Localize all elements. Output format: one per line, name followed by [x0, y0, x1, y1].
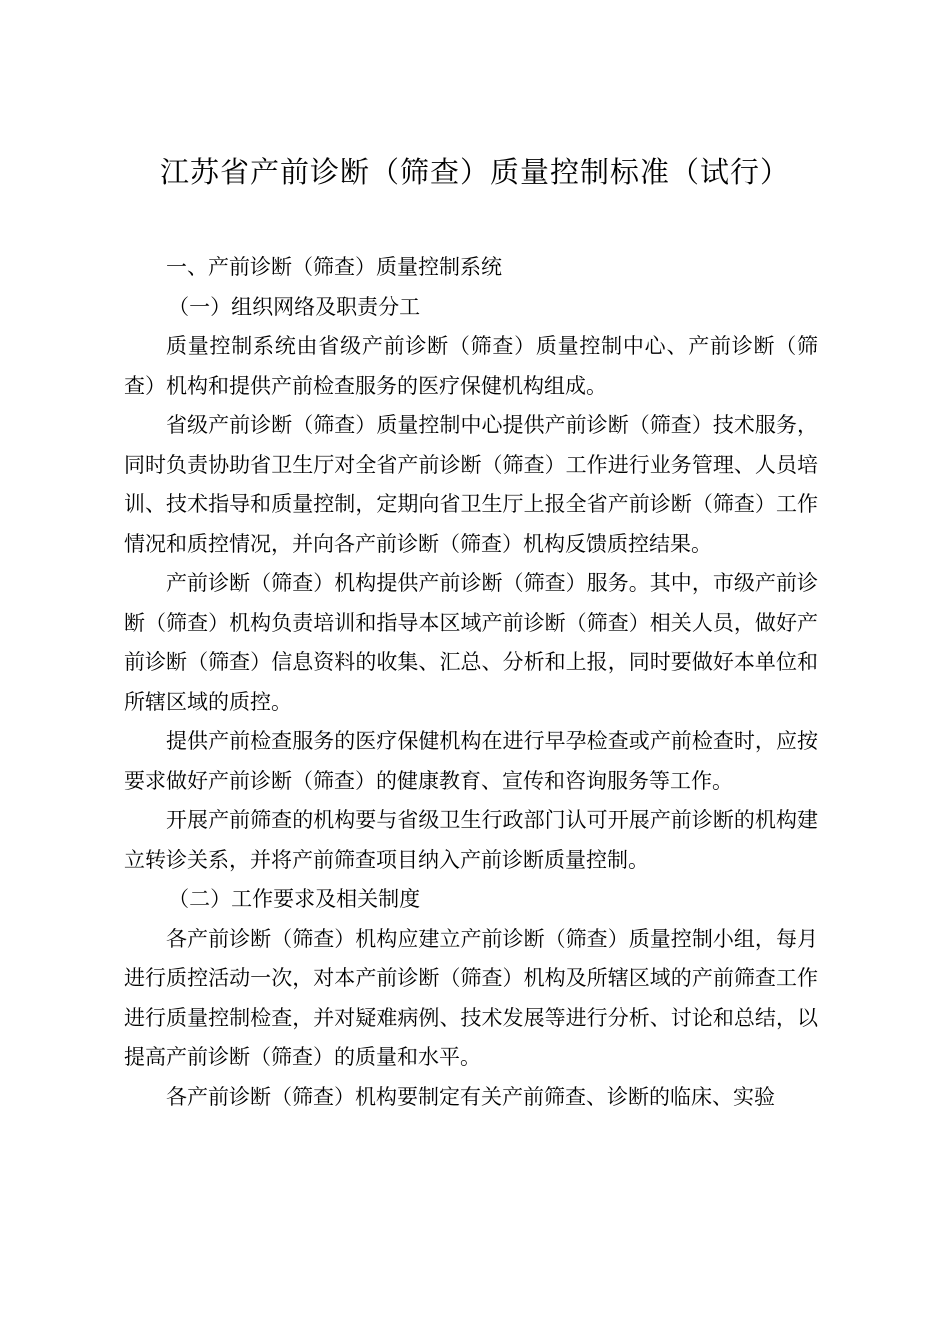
paragraph: 省级产前诊断（筛查）质量控制中心提供产前诊断（筛查）技术服务，同时负责协助省卫生厅对全省产前诊断（筛查）工作进行业务管理、人员培训、技术指导和质量控制，定期向省卫生厅上报全省产前诊断（筛查）工作情况和质控情况，并向各产前诊断（筛查）机构反馈质控结果。 [124, 413, 818, 556]
paragraph: 质量控制系统由省级产前诊断（筛查）质量控制中心、产前诊断（筛查）机构和提供产前检查服务的医疗保健机构组成。 [124, 334, 818, 398]
subsection-heading-2: （二）工作要求及相关制度 [168, 887, 421, 911]
document-title: 江苏省产前诊断（筛查）质量控制标准（试行） [159, 155, 790, 189]
section-heading-1: 一、产前诊断（筛查）质量控制系统 [166, 255, 502, 279]
paragraph: 各产前诊断（筛查）机构应建立产前诊断（筛查）质量控制小组，每月进行质控活动一次，对本产前诊断（筛查）机构及所辖区域的产前筛查工作进行质量控制检查，并对疑难病例、技术发展等进行分析、讨论和总结，以提高产前诊断（筛查）的质量和水平。 [124, 926, 818, 1069]
paragraph: 各产前诊断（筛查）机构要制定有关产前筛查、诊断的临床、实验 [166, 1084, 775, 1109]
paragraph: 产前诊断（筛查）机构提供产前诊断（筛查）服务。其中，市级产前诊断（筛查）机构负责培训和指导本区域产前诊断（筛查）相关人员，做好产前诊断（筛查）信息资料的收集、汇总、分析和上报，同时要做好本单位和所辖区域的质控。 [124, 571, 818, 714]
paragraph: 开展产前筛查的机构要与省级卫生行政部门认可开展产前诊断的机构建立转诊关系，并将产前筛查项目纳入产前诊断质量控制。 [124, 808, 818, 872]
subsection-heading-1: （一）组织网络及职责分工 [168, 294, 421, 319]
paragraph: 提供产前检查服务的医疗保健机构在进行早孕检查或产前检查时，应按要求做好产前诊断（筛查）的健康教育、宣传和咨询服务等工作。 [124, 729, 818, 793]
document-body [124, 248, 818, 1117]
